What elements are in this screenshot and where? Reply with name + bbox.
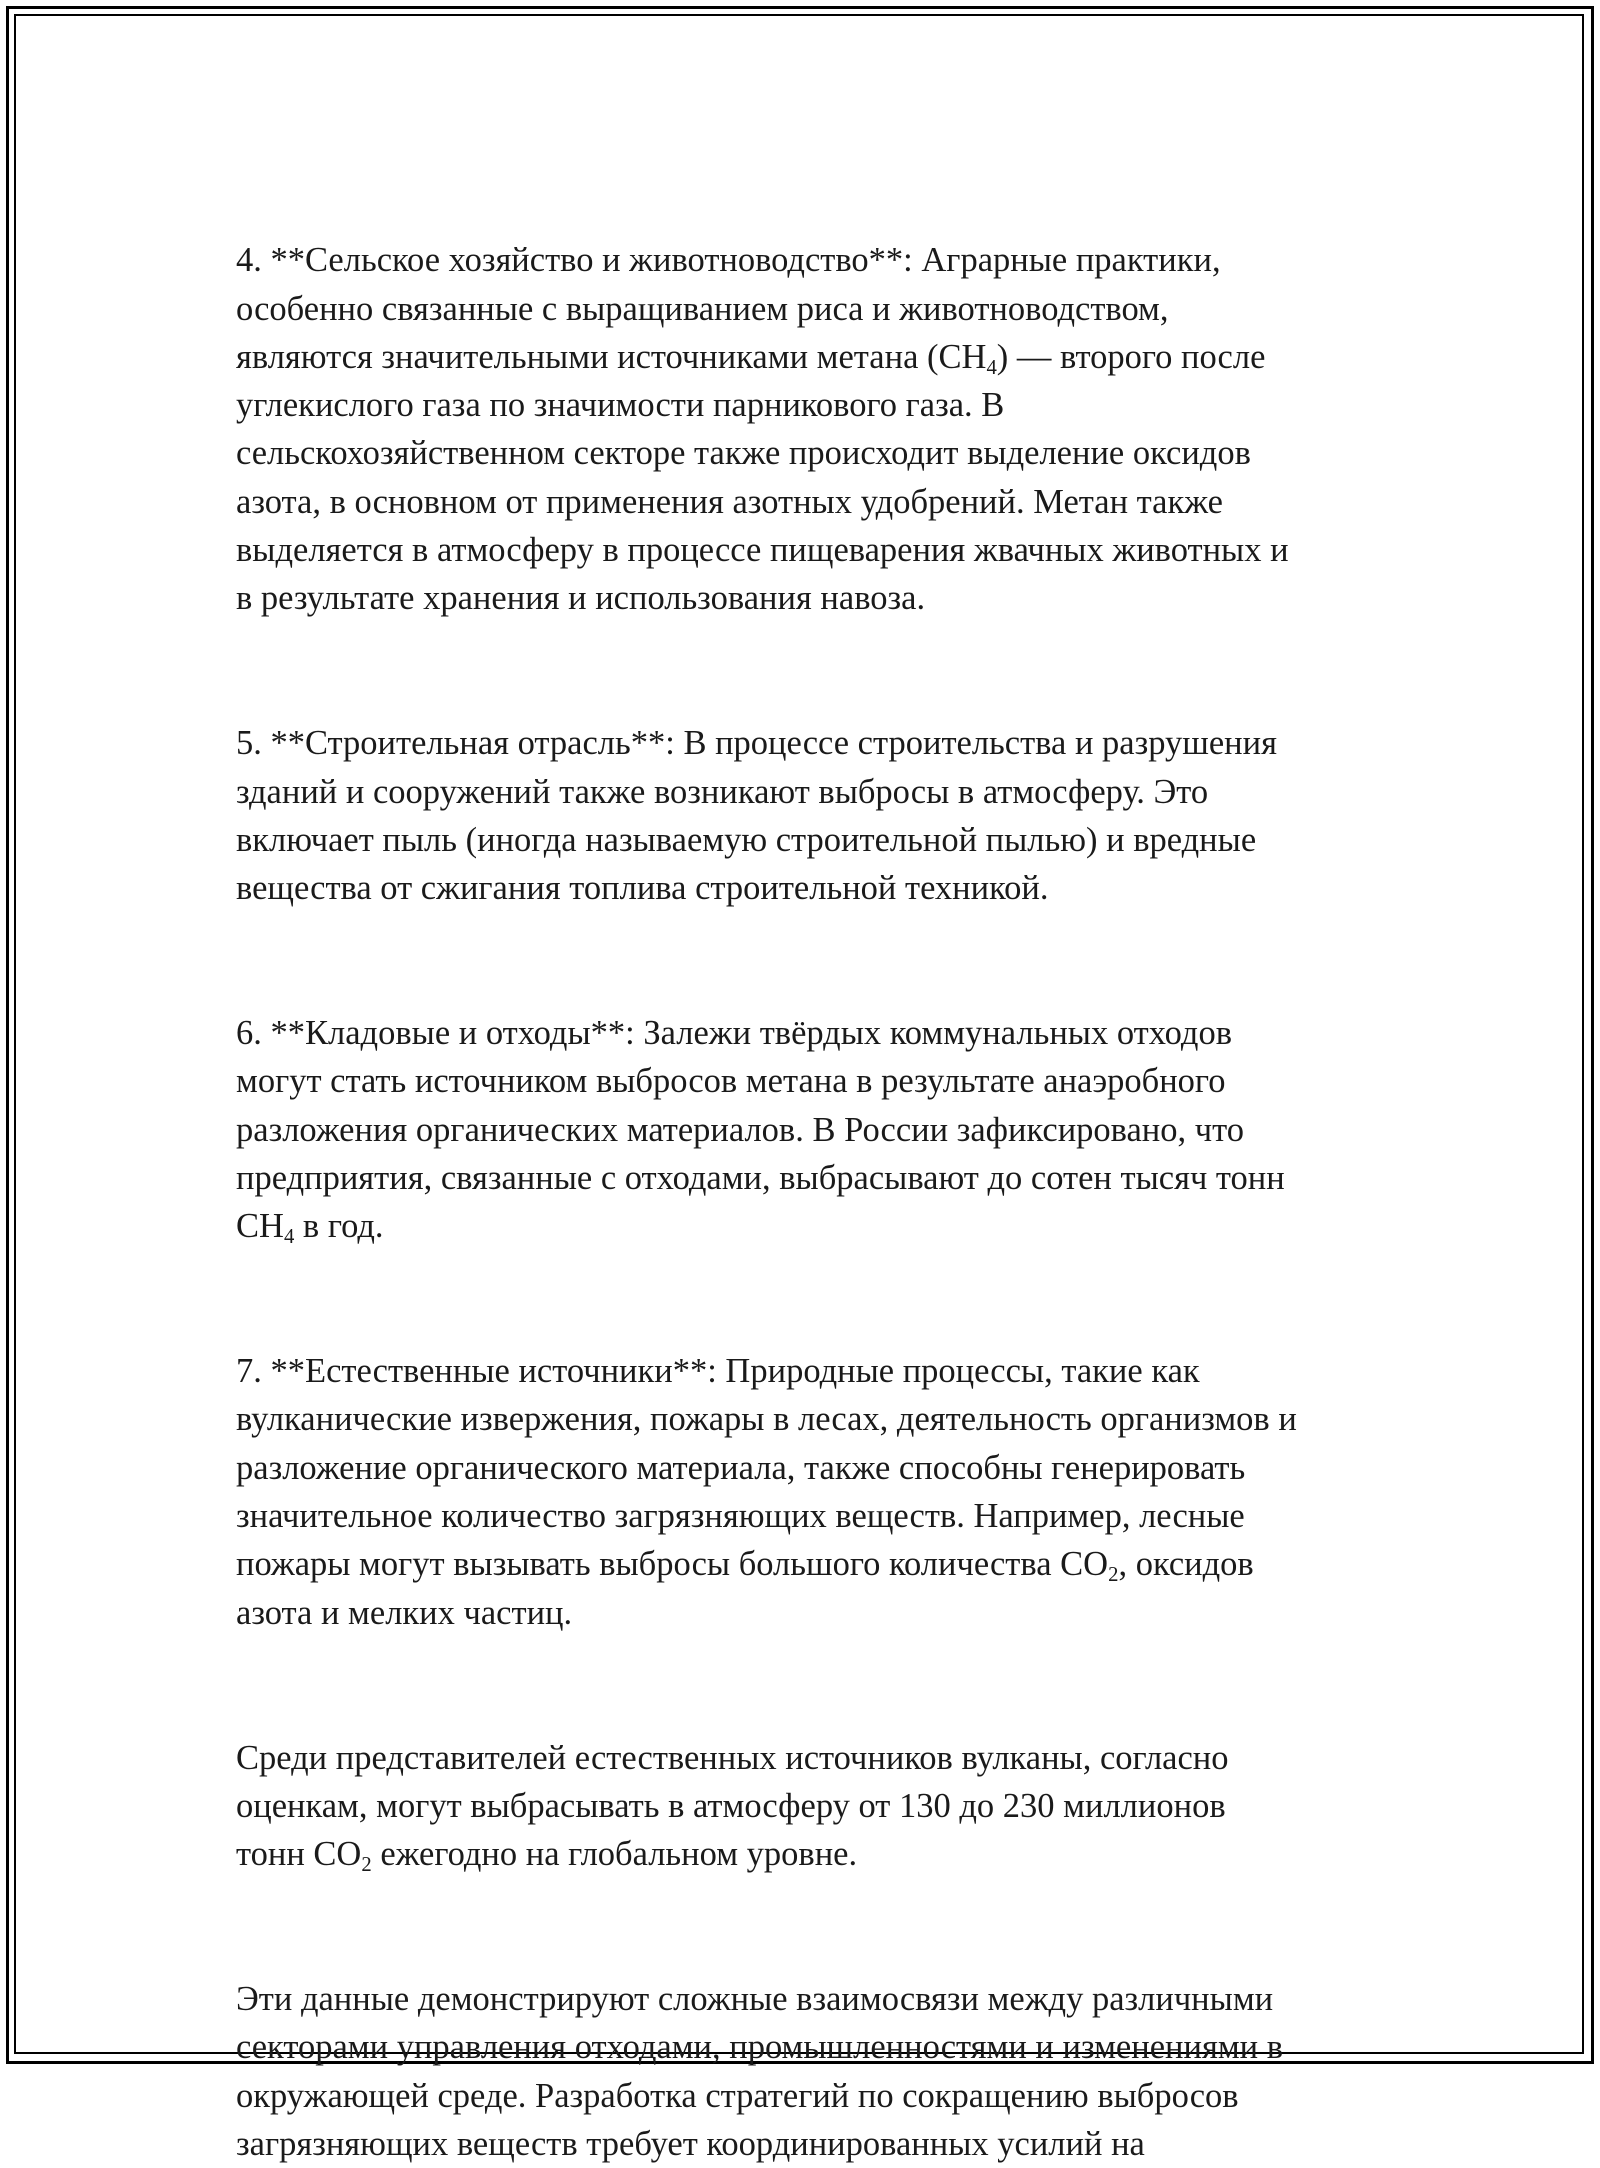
text-run: Эти данные демонстрируют сложные взаимосвязи между различными секторами управления отходами, промышленностями и изменениями в окружающей среде. Разработка стратегий по сокращению выбросов загрязняющих веществ требует координированных усилий на xyxy=(236,1979,1284,2163)
text-run: ежегодно на глобальном уровне. xyxy=(371,1835,858,1874)
paragraph-agriculture xyxy=(236,188,1386,623)
text-run: ) — второго после углекислого газа по значимости парникового газа. В сельскохозяйственном секторе также происходит выделение оксидов азота, в основном от применения азотных удобрений. Метан также выделяется в атмосферу в процессе пищеварения жвачных животных и в результате хранения и использования навоза. xyxy=(236,337,1289,618)
subscript: 2 xyxy=(361,1854,372,1877)
paragraph-volcanoes xyxy=(236,1685,1386,1878)
text-run: 5. **Строительная отрасль**: В процессе строительства и разрушения зданий и сооружений также возникают выбросы в атмосферу. Это включает пыль (иногда называемую строительной пылью) и вредные вещества от сжигания топлива строительной техникой. xyxy=(236,724,1277,908)
text-run: Среди представителей естественных источников вулканы, согласно оценкам, могут выбрасывать в атмосферу от 130 до 230 миллионов тонн CO xyxy=(236,1738,1229,1874)
text-run: в год. xyxy=(294,1207,384,1246)
subscript: 4 xyxy=(283,1226,295,1249)
subscript: 4 xyxy=(986,357,997,380)
text-run: 7. **Естественные источники**: Природные процессы, такие как вулканические извержения, пожары в лесах, деятельность организмов и разложение органического материала, также способны генерировать значительное количество загрязняющих веществ. Например, лесные пожары могут вызывать выбросы большого количества CO xyxy=(236,1352,1297,1584)
paragraph-natural-sources xyxy=(236,1299,1386,1637)
document-body xyxy=(236,188,1386,2168)
subscript: 2 xyxy=(1108,1564,1119,1587)
text-run: , оксидов азота и мелких частиц. xyxy=(236,1545,1254,1632)
text-run: 6. **Кладовые и отходы**: Залежи твёрдых коммунальных отходов могут стать источником выбросов метана в результате анаэробного разложения органических материалов. В России зафиксировано, что предприятия, связанные с отходами, выбрасывают до сотен тысяч тонн CH xyxy=(236,1014,1285,1246)
text-run: 4. **Сельское хозяйство и животноводство**: Аграрные практики, особенно связанные с выращиванием риса и животноводством, являются значительными источниками метана (CH xyxy=(236,241,1221,376)
paragraph-construction xyxy=(236,671,1386,912)
paragraph-waste xyxy=(236,961,1386,1251)
paragraph-conclusion xyxy=(236,1927,1386,2168)
